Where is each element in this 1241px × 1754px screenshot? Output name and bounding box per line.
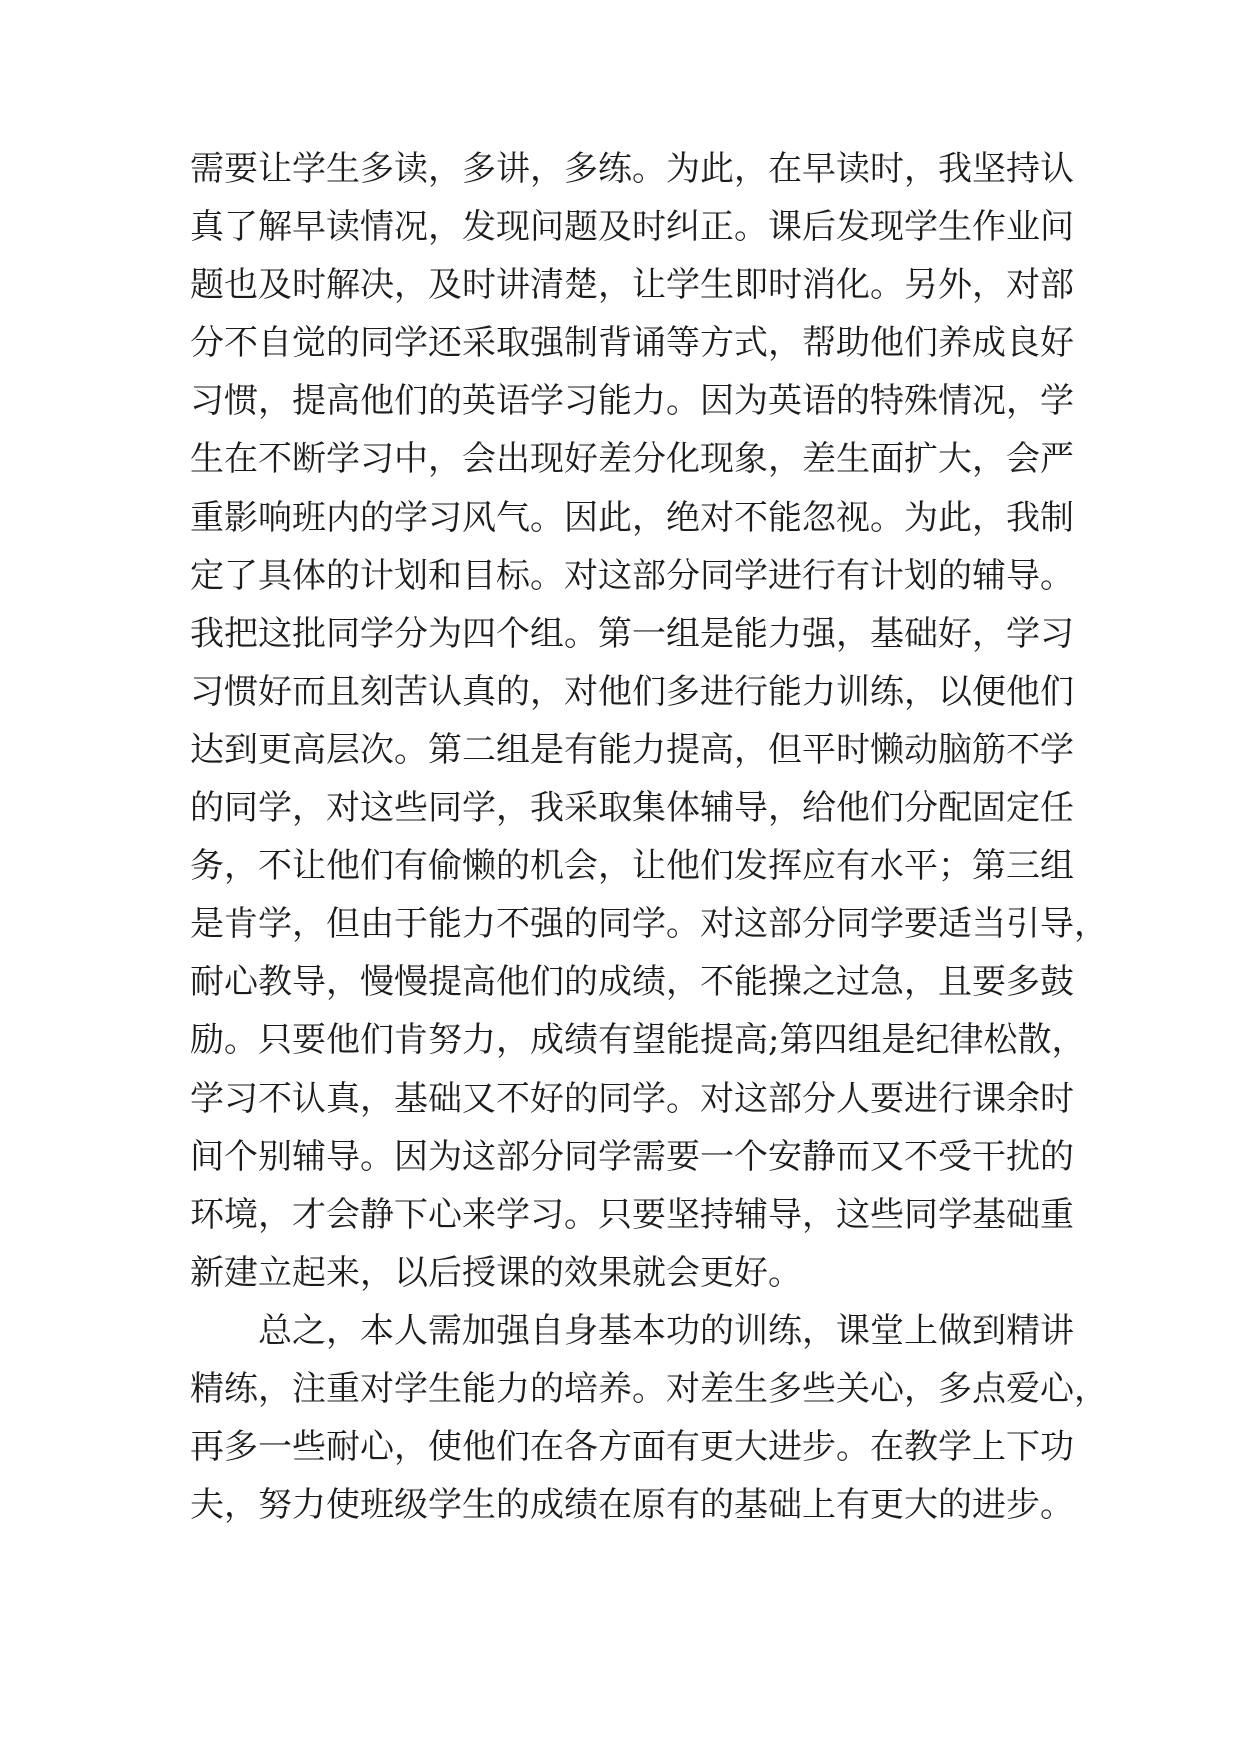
- text-line: 达到更高层次。第二组是有能力提高，但平时懒动脑筋不学: [190, 729, 1074, 770]
- text-line: 务，不让他们有偷懒的机会，让他们发挥应有水平；第三组: [190, 846, 1074, 887]
- paragraph-2: [190, 1302, 1108, 1534]
- text-line: 我把这批同学分为四个组。第一组是能力强，基础好，学习: [190, 613, 1074, 654]
- text-line: 真了解早读情况，发现问题及时纠正。课后发现学生作业问: [190, 207, 1074, 248]
- text-line: 学习不认真，基础又不好的同学。对这部分人要进行课余时: [190, 1078, 1074, 1119]
- text-line: 的同学，对这些同学，我采取集体辅导，给他们分配固定任: [190, 788, 1074, 829]
- text-line: 环境，才会静下心来学习。只要坚持辅导，这些同学基础重: [190, 1194, 1074, 1235]
- text-line: 习惯，提高他们的英语学习能力。因为英语的特殊情况，学: [190, 381, 1074, 422]
- text-line: 精练，注重对学生能力的培养。对差生多些关心，多点爱心，: [190, 1368, 1108, 1409]
- text-line: 习惯好而且刻苦认真的，对他们多进行能力训练，以便他们: [190, 671, 1074, 712]
- text-line: 再多一些耐心，使他们在各方面有更大进步。在教学上下功: [190, 1427, 1074, 1468]
- text-line: 总之，本人需加强自身基本功的训练，课堂上做到精讲: [258, 1310, 1074, 1351]
- text-line: 耐心教导，慢慢提高他们的成绩，不能操之过急，且要多鼓: [190, 962, 1074, 1003]
- text-line: 新建立起来，以后授课的效果就会更好。: [190, 1252, 802, 1293]
- text-line: 重影响班内的学习风气。因此，绝对不能忽视。为此，我制: [190, 497, 1074, 538]
- text-line: 励。只要他们肯努力，成绩有望能提高;第四组是纪律松散，: [190, 1020, 1086, 1061]
- text-line: 题也及时解决，及时讲清楚，让学生即时消化。另外，对部: [190, 265, 1074, 306]
- text-line: 夫，努力使班级学生的成绩在原有的基础上有更大的进步。: [190, 1485, 1074, 1526]
- text-line: 间个别辅导。因为这部分同学需要一个安静而又不受干扰的: [190, 1136, 1074, 1177]
- text-line: 分不自觉的同学还采取强制背诵等方式，帮助他们养成良好: [190, 323, 1074, 364]
- text-line: 需要让学生多读，多讲，多练。为此，在早读时，我坚持认: [190, 149, 1074, 189]
- text-line: 生在不断学习中，会出现好差分化现象，差生面扩大，会严: [190, 439, 1074, 480]
- document-body: [190, 140, 1108, 1534]
- text-line: 定了具体的计划和目标。对这部分同学进行有计划的辅导。: [190, 555, 1074, 596]
- paragraph-1: [190, 140, 1108, 1302]
- text-line: 是肯学，但由于能力不强的同学。对这部分同学要适当引导，: [190, 904, 1108, 945]
